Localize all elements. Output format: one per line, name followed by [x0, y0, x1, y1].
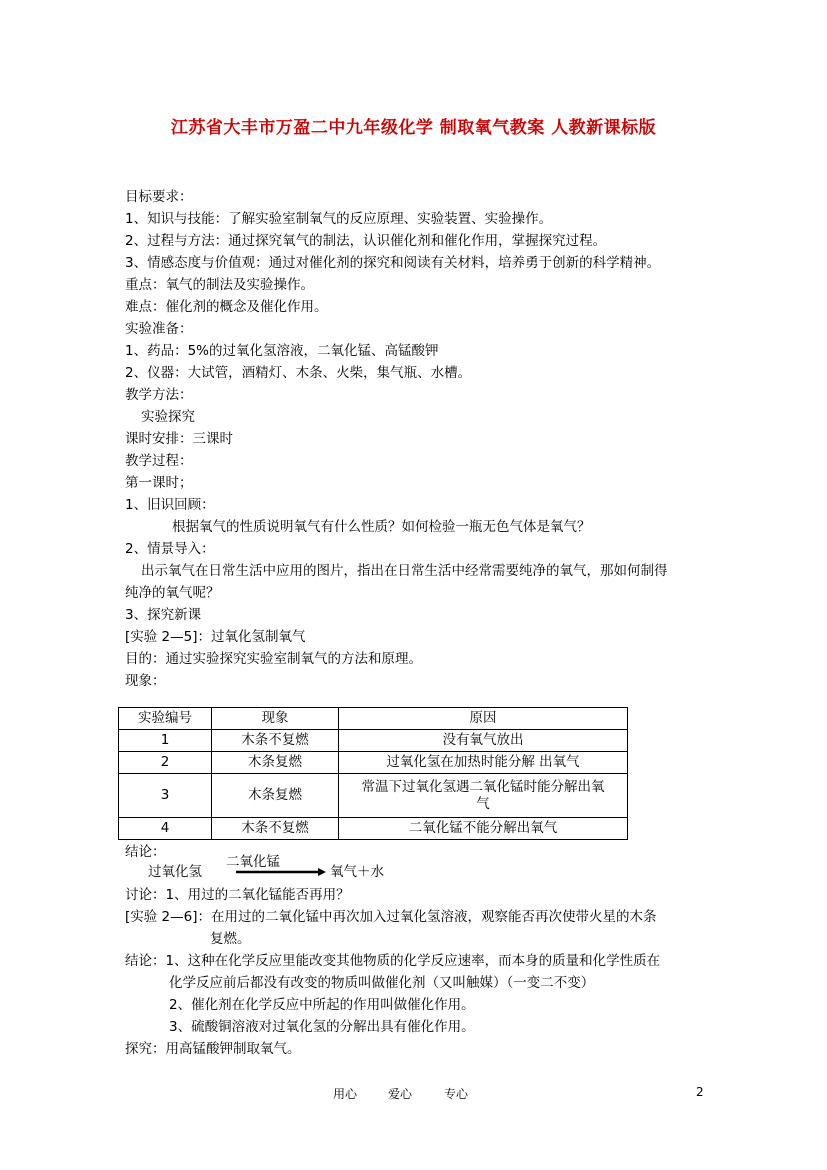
table-header: 实验编号	[119, 708, 212, 730]
text-line: 2、仪器：大试管，酒精灯、木条、火柴，集气瓶、水槽。	[125, 365, 472, 381]
text-line: 1、知识与技能：了解实验室制氧气的反应原理、实验装置、实验操作。	[125, 211, 553, 227]
text-line: 1、药品：5%的过氧化氢溶液，二氧化锰、高锰酸钾	[125, 343, 439, 359]
footer-text: 爱心	[388, 1087, 413, 1101]
text-line: 3、硫酸铜溶液对过氧化氢的分解出具有催化作用。	[169, 1019, 475, 1035]
text-line: 复燃。	[210, 931, 251, 947]
table-cell: 木条不复燃	[212, 818, 339, 840]
reactant: 过氧化氢	[148, 864, 202, 880]
text-line: 3、探究新课	[125, 607, 202, 623]
table-row	[119, 774, 628, 818]
table-cell-line: 气	[476, 795, 490, 812]
text-line: 结论：	[125, 844, 166, 860]
catalyst: 二氧化锰	[226, 854, 280, 870]
text-line: 目标要求：	[125, 189, 193, 205]
footer-text: 用心	[333, 1087, 358, 1101]
text-line: 实验探究	[141, 409, 195, 425]
footer-text: 专心	[444, 1087, 469, 1101]
text-line: [实验 2—5]：过氧化氢制氧气	[125, 629, 306, 645]
text-line: 教学过程：	[125, 453, 193, 469]
text-line: 重点：氧气的制法及实验操作。	[125, 277, 314, 293]
table-cell: 木条复燃	[212, 774, 339, 818]
text-line: 2、情景导入：	[125, 541, 215, 557]
text-line: 化学反应前后都没有改变的物质叫做催化剂（又叫触媒）（一变二不变）	[169, 975, 595, 991]
text-line: 3、情感态度与价值观：通过对催化剂的探究和阅读有关材料，培养勇于创新的科学精神。	[125, 255, 661, 271]
table-cell: 1	[119, 730, 212, 752]
text-line: 讨论：1、用过的二氧化锰能否再用？	[125, 887, 350, 903]
text-line: 目的：通过实验探究实验室制氧气的方法和原理。	[125, 651, 422, 667]
reaction-arrow	[236, 858, 326, 878]
table-cell: 木条不复燃	[212, 730, 339, 752]
table-header: 现象	[212, 708, 339, 730]
text-line: 第一课时；	[125, 475, 193, 491]
text-line: 实验准备：	[125, 321, 193, 337]
document-title: 江苏省大丰市万盈二中九年级化学 制取氧气教案 人教新课标版	[170, 118, 657, 138]
table-cell: 过氧化氢在加热时能分解 出氧气	[339, 752, 628, 774]
product: 氧气＋水	[330, 864, 384, 880]
table-cell-line: 常温下过氧化氢遇二氧化锰时能分解出氧	[361, 778, 605, 795]
table-cell: 3	[119, 774, 212, 818]
results-table	[118, 707, 628, 840]
text-line: [实验 2—6]：在用过的二氧化锰中再次加入过氧化氢溶液，观察能否再次使带火星的木条	[125, 909, 657, 925]
table-cell	[339, 774, 628, 818]
text-line: 探究：用高锰酸钾制取氧气。	[125, 1041, 301, 1057]
table-row	[119, 752, 628, 774]
table-header: 原因	[339, 708, 628, 730]
page-number: 2	[696, 1085, 704, 1099]
text-line: 教学方法：	[125, 387, 193, 403]
text-line: 2、催化剂在化学反应中所起的作用叫做催化作用。	[169, 997, 475, 1013]
text-line: 2、过程与方法：通过探究氧气的制法，认识催化剂和催化作用，掌握探究过程。	[125, 233, 607, 249]
text-line: 现象：	[125, 673, 166, 689]
text-line: 课时安排：三课时	[125, 431, 233, 447]
text-line: 1、旧识回顾：	[125, 497, 215, 513]
table-cell: 二氧化锰不能分解出氧气	[339, 818, 628, 840]
text-line: 纯净的氧气呢？	[125, 585, 220, 601]
table-cell: 木条复燃	[212, 752, 339, 774]
text-line: 结论：1、这种在化学反应里能改变其他物质的化学反应速率，而本身的质量和化学性质在	[125, 953, 661, 969]
table-cell: 2	[119, 752, 212, 774]
table-cell: 4	[119, 818, 212, 840]
text-line: 出示氧气在日常生活中应用的图片，指出在日常生活中经常需要纯净的氧气，那如何制得	[141, 563, 668, 579]
table-cell: 没有氧气放出	[339, 730, 628, 752]
table-row	[119, 818, 628, 840]
text-line: 根据氧气的性质说明氧气有什么性质？如何检验一瓶无色气体是氧气？	[172, 519, 591, 535]
text-line: 难点：催化剂的概念及催化作用。	[125, 299, 328, 315]
arrow-icon	[236, 858, 326, 878]
table-row	[119, 730, 628, 752]
